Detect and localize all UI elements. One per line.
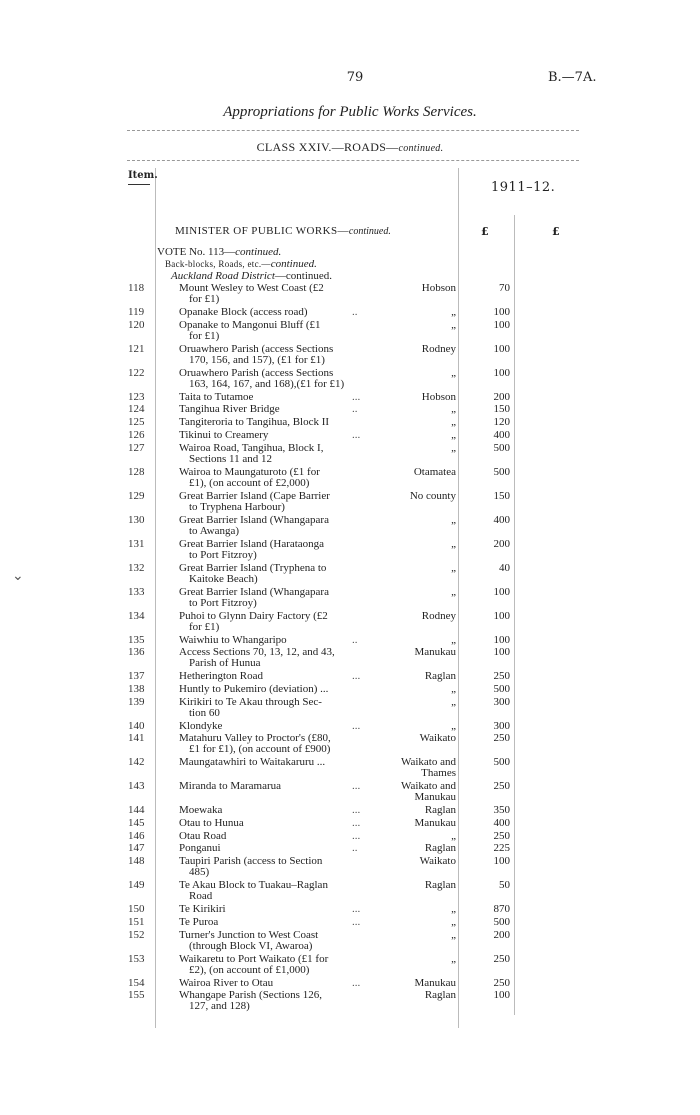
item-description-line: Tangihua River Bridge: [179, 403, 280, 416]
district-text: Auckland Road District: [171, 270, 275, 282]
item-number: 132: [128, 561, 145, 574]
item-description-line: £2), (on account of £1,000): [189, 963, 310, 976]
item-description-line: Moewaka: [179, 804, 223, 817]
item-county: [380, 721, 456, 732]
item-description-line: Kirikiri to Te Akau through Sec-: [179, 695, 322, 708]
minister-heading-continued: continued.: [348, 226, 391, 237]
item-county-line: Raglan: [424, 804, 456, 817]
item-description-line: Otau Road: [179, 829, 227, 842]
item-number: 119: [128, 306, 145, 318]
page-number: 79: [346, 70, 364, 85]
item-county-line: Rodney: [421, 609, 456, 622]
item-description: [179, 856, 375, 878]
item-county-line: „: [451, 441, 456, 454]
item-county: [380, 344, 456, 355]
item-amount: 200: [493, 390, 510, 403]
item-county: [380, 368, 456, 379]
item-county: [380, 818, 456, 829]
district-heading: [171, 271, 332, 282]
item-description-line: 485): [189, 866, 210, 879]
leader-dots: ...: [352, 428, 361, 441]
item-description: [179, 757, 375, 768]
item-county-line: Hobson: [421, 282, 456, 294]
item-description: [179, 515, 375, 537]
item-county-line: Waikato: [419, 732, 456, 745]
item-county: [380, 757, 456, 779]
item-county: [380, 587, 456, 598]
item-description: [179, 467, 375, 489]
minister-heading-text: MINISTER OF PUBLIC WORKS—: [175, 225, 349, 237]
item-county: [380, 904, 456, 915]
item-amount: 120: [493, 416, 510, 429]
item-number: 125: [128, 416, 145, 429]
item-amount: 40: [499, 561, 510, 574]
item-number: 151: [128, 915, 145, 928]
rule-under-title: [127, 130, 579, 131]
item-description-line: £1), (on account of £2,000): [189, 476, 310, 489]
item-county-line: Manukau: [414, 976, 456, 989]
item-county: [380, 647, 456, 658]
item-county: [380, 930, 456, 941]
item-number: 120: [128, 318, 145, 331]
item-description: [179, 430, 375, 441]
item-column-underline: [128, 184, 150, 185]
item-amount: 100: [493, 318, 510, 331]
item-amount: 250: [493, 670, 510, 683]
item-description: [179, 563, 375, 585]
item-county: [380, 611, 456, 622]
item-description-line: Opanake to Mangonui Bluff (£1: [179, 318, 321, 331]
item-number: 150: [128, 903, 145, 916]
item-county-line: Manukau: [414, 646, 456, 659]
item-amount: 500: [493, 441, 510, 454]
item-description-line: Sections 11 and 12: [189, 452, 272, 465]
item-number: 134: [128, 609, 145, 622]
item-description-line: Great Barrier Island (Whangapara: [179, 513, 329, 526]
item-amount: 250: [493, 780, 510, 793]
item-amount: 400: [493, 428, 510, 441]
item-amount: 100: [493, 989, 510, 1002]
item-county: [380, 978, 456, 989]
item-number: 143: [128, 780, 145, 793]
item-county: [380, 843, 456, 854]
item-county: [380, 320, 456, 331]
item-county-line: „: [451, 416, 456, 429]
item-description-line: Tangiteroria to Tangihua, Block II: [179, 416, 330, 429]
item-county: [380, 990, 456, 1001]
item-county: [380, 831, 456, 842]
item-county: [380, 917, 456, 928]
item-amount: 100: [493, 855, 510, 868]
item-description-line: Te Kirikiri: [179, 903, 226, 916]
item-county: [380, 443, 456, 454]
item-number: 144: [128, 804, 145, 817]
item-amount: 400: [493, 817, 510, 829]
item-number: 122: [128, 366, 145, 379]
item-description-line: to Awanga): [189, 524, 240, 537]
item-county: [380, 404, 456, 415]
item-county-line: „: [451, 829, 456, 842]
item-description: [179, 990, 375, 1012]
column-rule-amount: [514, 215, 515, 1015]
item-county-line: „: [451, 633, 456, 646]
backblocks-continued: continued.: [270, 258, 317, 270]
item-description: [179, 283, 375, 305]
item-county: [380, 684, 456, 695]
item-description-line: to Port Fitzroy): [189, 596, 257, 609]
item-description-line: Ponganui: [179, 842, 221, 855]
item-number: 153: [128, 952, 145, 965]
item-description: [179, 978, 375, 989]
item-description-line: £1 for £1), (on account of £900): [189, 743, 331, 756]
item-amount: 250: [493, 732, 510, 745]
item-description: [179, 697, 375, 719]
item-description-line: 170, 156, and 157), (£1 for £1): [189, 353, 325, 366]
item-number: 146: [128, 829, 145, 842]
item-county-line: Rodney: [421, 342, 456, 355]
item-description-line: Te Akau Block to Tuakau–Raglan: [179, 879, 328, 892]
item-description-line: Te Puroa: [179, 915, 219, 928]
item-number: 127: [128, 441, 145, 454]
item-description-line: Waikaretu to Port Waikato (£1 for: [179, 952, 329, 965]
item-description-line: Parish of Hunua: [189, 657, 261, 670]
item-description-line: for £1): [189, 620, 220, 633]
item-number: 123: [128, 390, 145, 403]
item-county: [380, 697, 456, 708]
document-reference: B.—7A.: [548, 70, 597, 85]
item-description-line: tion 60: [189, 706, 220, 719]
item-county: [380, 417, 456, 428]
item-number: 152: [128, 928, 145, 941]
item-amount: 200: [493, 928, 510, 941]
item-amount: 500: [493, 682, 510, 695]
page-title: Appropriations for Public Works Services.: [223, 104, 477, 120]
leader-dots: ...: [352, 903, 361, 916]
item-number: 136: [128, 646, 145, 659]
item-amount: 350: [493, 804, 510, 817]
item-description: [179, 320, 375, 342]
item-number: 155: [128, 989, 145, 1002]
item-number: 131: [128, 537, 145, 550]
item-description-line: Great Barrier Island (Harataonga: [179, 537, 325, 550]
item-number: 154: [128, 976, 145, 989]
item-county: [380, 954, 456, 965]
item-description: [179, 818, 375, 829]
item-number: 135: [128, 633, 145, 646]
item-number: 142: [128, 756, 145, 769]
item-county-line: „: [451, 682, 456, 695]
leader-dots: ...: [352, 817, 361, 829]
item-description: [179, 539, 375, 561]
class-heading-text: CLASS XXIV.—ROADS—: [256, 140, 399, 154]
item-amount: 100: [493, 366, 510, 379]
item-description: [179, 721, 375, 732]
class-heading: [0, 140, 700, 155]
item-description: [179, 392, 375, 403]
item-description-line: Klondyke: [179, 719, 223, 732]
item-description-line: Puhoi to Glynn Dairy Factory (£2: [179, 609, 328, 622]
margin-mark: ⌄: [12, 568, 24, 584]
leader-dots: ...: [352, 829, 361, 842]
item-description-line: Huntly to Pukemiro (deviation) ...: [179, 682, 329, 695]
item-description-line: Opanake Block (access road): [179, 306, 308, 318]
item-county-line: „: [451, 915, 456, 928]
backblocks-heading: [165, 259, 317, 270]
item-description-line: (through Block VI, Awaroa): [189, 939, 313, 952]
item-description: [179, 684, 375, 695]
item-description: [179, 831, 375, 842]
pound-column-2: £: [552, 225, 560, 238]
item-description-line: Wairoa River to Otau: [179, 976, 274, 989]
item-amount: 70: [499, 282, 510, 294]
item-description: [179, 805, 375, 816]
item-number: 138: [128, 682, 145, 695]
item-number: 149: [128, 879, 145, 892]
leader-dots: ...: [352, 915, 361, 928]
item-number: 140: [128, 719, 145, 732]
item-description: [179, 611, 375, 633]
item-county: [380, 563, 456, 574]
item-number: 121: [128, 342, 145, 355]
item-description-line: Great Barrier Island (Whangapara: [179, 585, 329, 598]
item-description-line: Hetherington Road: [179, 670, 264, 683]
item-county: [380, 733, 456, 744]
item-description: [179, 904, 375, 915]
item-description-line: Whangape Parish (Sections 126,: [179, 989, 322, 1002]
class-heading-continued: continued.: [398, 143, 444, 154]
item-county: [380, 430, 456, 441]
item-description-line: Access Sections 70, 13, 12, and 43,: [179, 646, 335, 659]
item-number: 147: [128, 842, 145, 855]
item-description-line: to Tryphena Harbour): [189, 500, 285, 513]
vote-heading: [157, 247, 281, 258]
item-county: [380, 671, 456, 682]
item-county: [380, 805, 456, 816]
leader-dots: ...: [352, 804, 361, 817]
item-description: [179, 307, 375, 318]
leader-dots: ...: [352, 719, 361, 732]
item-county: [380, 307, 456, 318]
item-description-line: Taupiri Parish (access to Section: [179, 855, 323, 868]
item-description-line: 163, 164, 167, and 168),(£1 for £1): [189, 377, 345, 390]
leader-dots: ...: [352, 670, 361, 683]
item-number: 145: [128, 817, 145, 829]
item-description: [179, 954, 375, 976]
item-description: [179, 733, 375, 755]
item-description: [179, 671, 375, 682]
item-number: 141: [128, 732, 145, 745]
item-description-line: Turner's Junction to West Coast: [179, 928, 319, 941]
item-county-line: Raglan: [424, 989, 456, 1002]
leader-dots: ..: [352, 403, 358, 416]
item-description: [179, 368, 375, 390]
item-description-line: Miranda to Maramarua: [179, 780, 282, 793]
item-amount: 150: [493, 403, 510, 416]
item-amount: 500: [493, 756, 510, 769]
item-amount: 150: [493, 489, 510, 502]
item-amount: 400: [493, 513, 510, 526]
leader-dots: ...: [352, 976, 361, 989]
minister-heading: [175, 225, 391, 237]
pound-column-1: £: [481, 225, 489, 238]
item-description: [179, 843, 375, 854]
item-amount: 100: [493, 342, 510, 355]
item-amount: 100: [493, 609, 510, 622]
item-description-line: Wairoa to Maungaturoto (£1 for: [179, 465, 320, 478]
item-amount: 200: [493, 537, 510, 550]
item-number: 124: [128, 403, 145, 416]
item-number: 133: [128, 585, 145, 598]
item-number: 139: [128, 695, 145, 708]
item-county-line: „: [451, 695, 456, 708]
item-description-line: Wairoa Road, Tangihua, Block I,: [179, 441, 324, 454]
item-description: [179, 404, 375, 415]
item-description-line: Matahuru Valley to Proctor's (£80,: [179, 732, 331, 745]
item-description-line: Kaitoke Beach): [189, 572, 258, 585]
item-county-line: Thames: [421, 767, 456, 780]
item-description-line: to Port Fitzroy): [189, 548, 257, 561]
item-description: [179, 491, 375, 513]
item-county: [380, 539, 456, 550]
item-amount: 100: [493, 646, 510, 659]
item-county-line: Manukau: [414, 791, 456, 804]
item-amount: 250: [493, 976, 510, 989]
item-amount: 300: [493, 719, 510, 732]
item-number: 128: [128, 465, 145, 478]
item-amount: 300: [493, 695, 510, 708]
leader-dots: ..: [352, 842, 358, 855]
item-county: [380, 515, 456, 526]
item-number: 118: [128, 282, 145, 294]
item-amount: 225: [493, 842, 510, 855]
item-county-line: Waikato and: [400, 780, 456, 793]
leader-dots: ...: [352, 390, 361, 403]
item-county-line: „: [451, 318, 456, 331]
item-county-line: Raglan: [424, 670, 456, 683]
item-number: 126: [128, 428, 145, 441]
item-number: 148: [128, 855, 145, 868]
item-county-line: Raglan: [424, 879, 456, 892]
item-county-line: Otamatea: [413, 465, 456, 478]
item-description: [179, 781, 375, 792]
column-rule-item: [155, 168, 156, 1028]
item-county-line: No county: [409, 489, 456, 502]
item-county-line: „: [451, 928, 456, 941]
item-county: [380, 856, 456, 867]
item-description-line: Mount Wesley to West Coast (£2: [179, 282, 324, 294]
item-amount: 100: [493, 306, 510, 318]
item-amount: 50: [499, 879, 510, 892]
item-description-line: 127, and 128): [189, 1000, 250, 1013]
leader-dots: ...: [352, 780, 361, 793]
item-description-line: Maungatawhiri to Waitakaruru ...: [179, 756, 326, 769]
item-amount: 500: [493, 915, 510, 928]
item-amount: 500: [493, 465, 510, 478]
item-county: [380, 880, 456, 891]
item-county: [380, 283, 456, 294]
item-description-line: Tikinui to Creamery: [179, 428, 269, 441]
column-rule-district: [458, 168, 459, 1028]
item-number: 129: [128, 489, 145, 502]
item-description: [179, 917, 375, 928]
item-amount: 250: [493, 952, 510, 965]
item-description-line: Oruawhero Parish (access Sections: [179, 366, 334, 379]
district-continued: —continued.: [274, 270, 333, 282]
item-county: [380, 467, 456, 478]
item-county: [380, 781, 456, 803]
item-county-line: „: [451, 306, 456, 318]
vote-continued: continued.: [235, 246, 282, 258]
item-county-line: „: [451, 428, 456, 441]
item-description-line: Taita to Tutamoe: [179, 390, 254, 403]
item-description-line: for £1): [189, 293, 220, 305]
item-description: [179, 443, 375, 465]
item-number: 137: [128, 670, 145, 683]
item-county-line: Waikato and: [400, 756, 456, 769]
item-county-line: „: [451, 561, 456, 574]
item-description-line: Road: [189, 890, 213, 903]
item-county-line: „: [451, 537, 456, 550]
item-amount: 100: [493, 585, 510, 598]
item-county-line: „: [451, 903, 456, 916]
item-description: [179, 417, 375, 428]
item-description: [179, 635, 375, 646]
item-description-line: Oruawhero Parish (access Sections: [179, 342, 334, 355]
item-county: [380, 635, 456, 646]
item-description-line: Otau to Hunua: [179, 817, 244, 829]
item-county-line: „: [451, 719, 456, 732]
item-county: [380, 491, 456, 502]
item-description: [179, 880, 375, 902]
item-county-line: „: [451, 366, 456, 379]
year-header: 1911–12.: [491, 180, 556, 195]
item-description-line: Great Barrier Island (Tryphena to: [179, 561, 327, 574]
vote-text: VOTE No. 113—: [157, 246, 236, 258]
item-county: [380, 392, 456, 403]
item-county-line: Hobson: [421, 390, 456, 403]
item-description: [179, 930, 375, 952]
leader-dots: ..: [352, 306, 358, 318]
item-description-line: Great Barrier Island (Cape Barrier: [179, 489, 330, 502]
item-county-line: „: [451, 585, 456, 598]
item-description-line: for £1): [189, 329, 220, 342]
item-county-line: Waikato: [419, 855, 456, 868]
item-amount: 870: [493, 903, 510, 916]
item-county-line: „: [451, 952, 456, 965]
leader-dots: ..: [352, 633, 358, 646]
item-description: [179, 587, 375, 609]
item-county-line: Manukau: [414, 817, 456, 829]
item-county-line: „: [451, 403, 456, 416]
item-amount: 250: [493, 829, 510, 842]
item-description: [179, 647, 375, 669]
item-column-header: Item.: [128, 170, 158, 181]
rule-under-class-heading: [127, 160, 579, 161]
item-county-line: Raglan: [424, 842, 456, 855]
item-number: 130: [128, 513, 145, 526]
item-amount: 100: [493, 633, 510, 646]
item-county-line: „: [451, 513, 456, 526]
backblocks-text: Back-blocks, Roads, etc.—: [165, 259, 271, 269]
item-description-line: Waiwhiu to Whangaripo: [179, 633, 287, 646]
item-description: [179, 344, 375, 366]
